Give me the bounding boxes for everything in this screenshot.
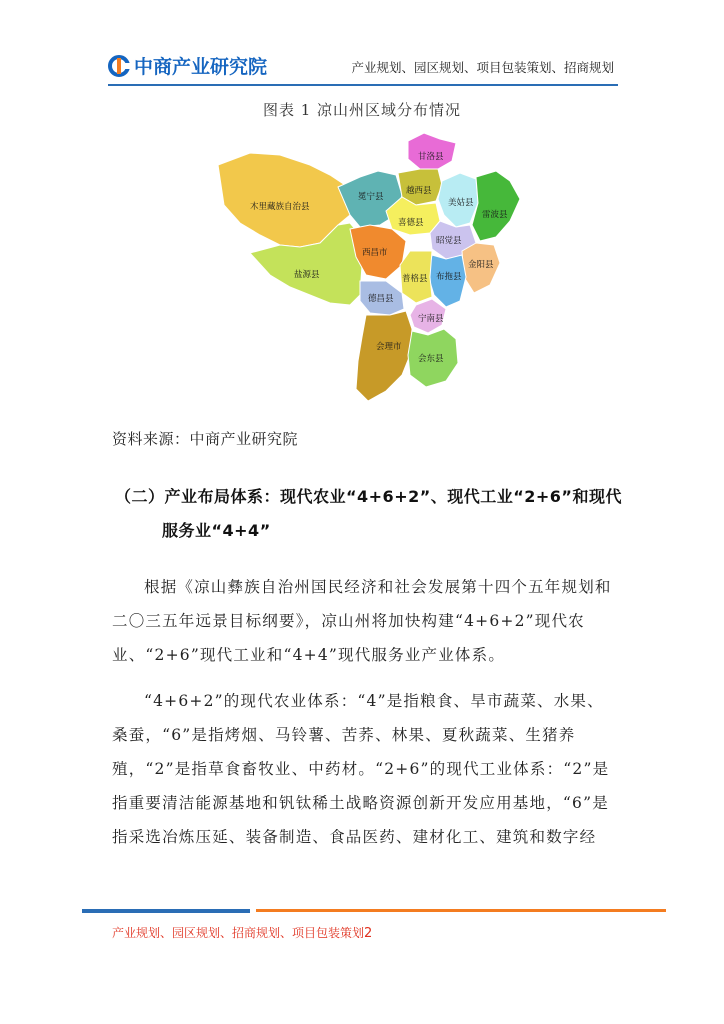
page-number: 2	[364, 926, 373, 941]
map-label-jinyang: 金阳县	[468, 260, 494, 270]
paragraph-1: 根据《凉山彝族自治州国民经济和社会发展第十四个五年规划和二〇三五年远景目标纲要》，凉山州将加快构建“4+6+2”现代农业、“2+6”现代工业和“4+4”现代服务业产业体系。	[112, 578, 612, 664]
page-footer	[112, 924, 372, 941]
figure-source: 资料来源：中商产业研究院	[112, 430, 299, 448]
map-label-butuo: 布拖县	[436, 272, 462, 282]
footer-divider-orange	[256, 909, 666, 912]
map-label-huidong: 会东县	[418, 354, 444, 364]
footer-divider-blue	[82, 909, 250, 913]
map-label-ningnan: 宁南县	[418, 314, 444, 324]
section-heading-line2: 服务业“4+4”	[162, 521, 271, 540]
map-label-dechang: 德昌县	[368, 294, 394, 304]
map-label-leibo: 雷波县	[482, 210, 508, 220]
figure-caption: 图表 1 凉山州区域分布情况	[262, 101, 462, 119]
map-label-yanyuan: 盐源县	[294, 270, 320, 280]
map-label-mianning: 冕宁县	[358, 192, 384, 202]
map-label-puge: 普格县	[402, 274, 428, 284]
region-map	[210, 125, 530, 405]
map-label-meigu: 美姑县	[448, 198, 474, 208]
section-heading-line1: （二）产业布局体系：现代农业“4+6+2”、现代工业“2+6”和现代	[115, 487, 622, 506]
map-label-ganluo: 甘洛县	[418, 152, 444, 162]
map-region-ganluo	[408, 133, 456, 169]
footer-tagline: 产业规划、园区规划、招商规划、项目包装策划	[112, 926, 365, 940]
map-label-xide: 喜德县	[398, 218, 424, 228]
map-label-huili: 会理市	[376, 342, 402, 352]
map-label-zhaojue: 昭觉县	[436, 236, 462, 246]
map-label-yuexi: 越西县	[406, 186, 432, 196]
map-region-leibo	[472, 171, 520, 241]
logo-mark-icon	[108, 55, 130, 77]
page-header	[0, 0, 724, 92]
map-label-muli: 木里藏族自治县	[250, 202, 310, 212]
map-region-huili	[356, 311, 412, 401]
map-label-xichang: 西昌市	[362, 248, 388, 258]
header-divider	[108, 84, 618, 86]
logo	[108, 52, 267, 79]
logo-text: 中商产业研究院	[134, 56, 268, 78]
paragraph-2: “4+6+2”的现代农业体系：“4”是指粮食、旱市蔬菜、水果、桑蚕，“6”是指烤烟、马铃薯、苦荞、林果、夏秋蔬菜、生猪养殖，“2”是指草食畜牧业、中药材。“2+6”的现代工业体系：“2”是指重要清洁能源基地和钒钛稀土战略资源创新开发应用基地，“6”是指采选冶炼压延、装备制造、食品医药、建材化工、建筑和数字经	[112, 692, 610, 846]
header-tagline: 产业规划、园区规划、项目包装策划、招商规划	[351, 60, 614, 75]
